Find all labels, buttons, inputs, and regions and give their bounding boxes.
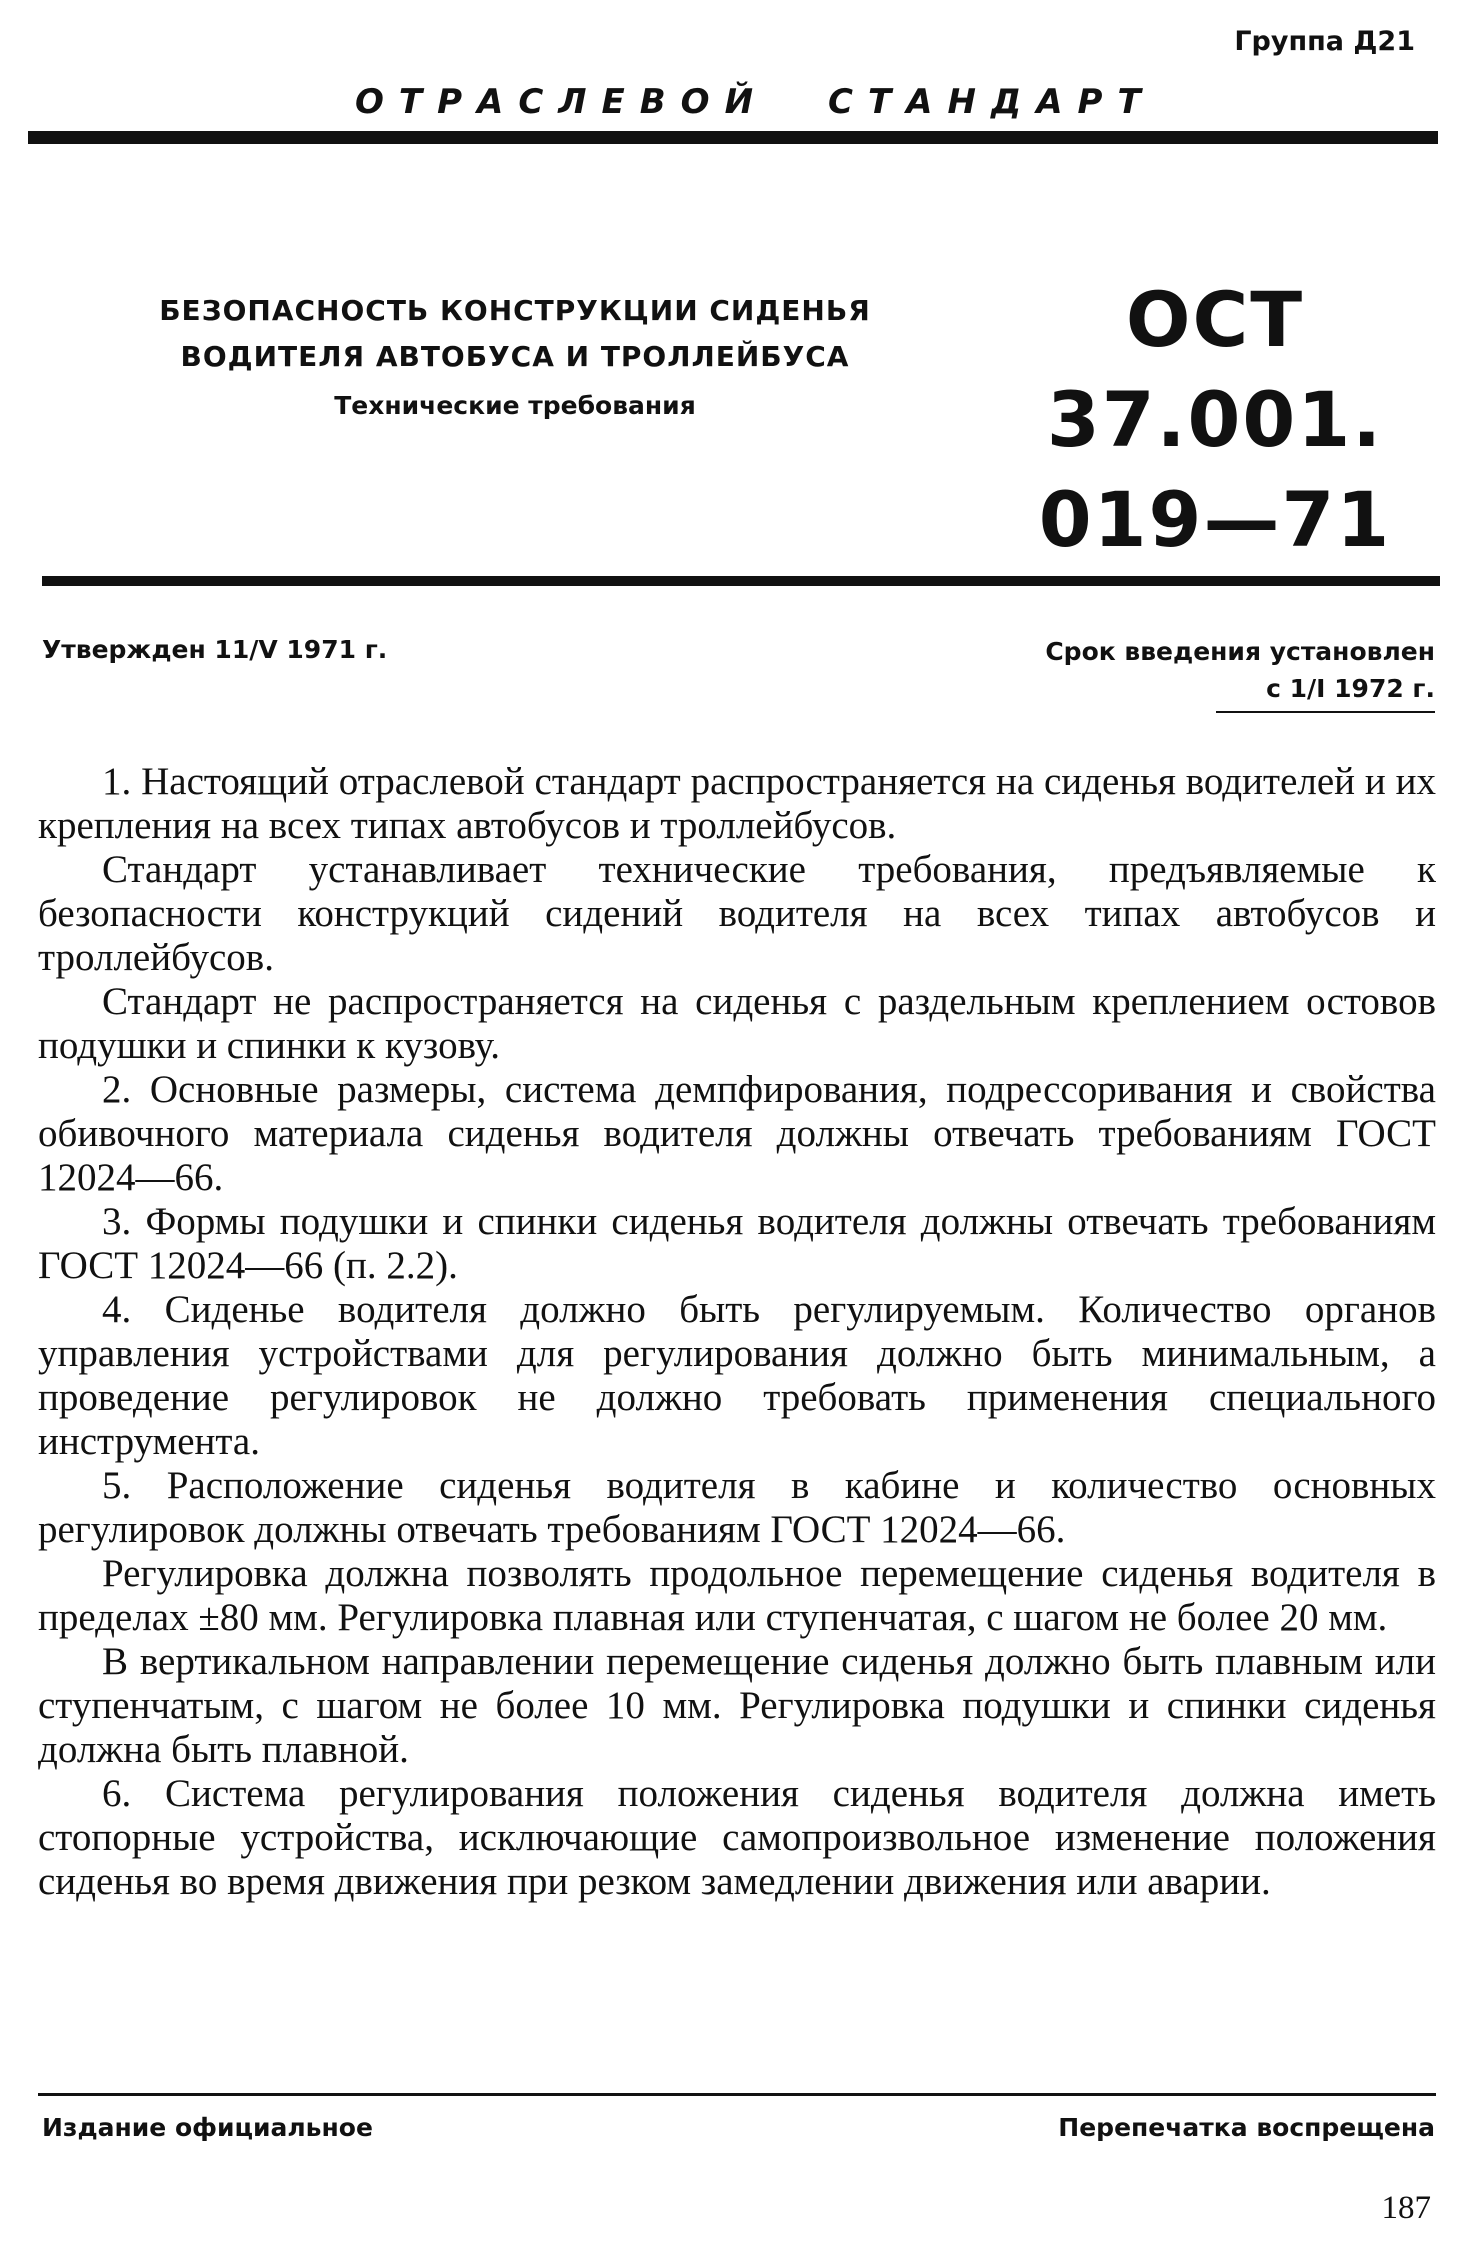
page-number: 187 [1381,2190,1431,2226]
standard-type-right: СТАНДАРТ [828,82,1156,122]
paragraph: 1. Настоящий отраслевой стандарт распространяется на сиденья водителей и их крепления на всех типах автобусов и троллейбусов. [38,760,1436,847]
title-line-2: ВОДИТЕЛЯ АВТОБУСА И ТРОЛЛЕЙБУСА [180,340,850,373]
standard-type-heading [355,82,1156,122]
effective-date-line-1: Срок введения установлен [1045,637,1435,666]
paragraph: 5. Расположение сиденья водителя в кабине и количество основных регулировок должны отвечать требованиям ГОСТ 12024—66. [38,1464,1436,1551]
title-line-1: БЕЗОПАСНОСТЬ КОНСТРУКЦИИ СИДЕНЬЯ [159,294,871,327]
reprint-notice: Перепечатка воспрещена [1058,2113,1435,2142]
effective-date-line-2: с 1/I 1972 г. [1216,670,1435,713]
paragraph: Стандарт не распространяется на сиденья с раздельным креплением остовов подушки и спинки к кузову. [38,980,1436,1067]
paragraph: Регулировка должна позволять продольное перемещение сиденья водителя в пределах ±80 мм. Регулировка плавная или ступенчатая, с шагом не более 20 мм. [38,1552,1436,1639]
middle-rule [42,576,1440,586]
bottom-rule [38,2093,1436,2096]
approved-date: Утвержден 11/V 1971 г. [42,635,388,664]
standard-code [1005,270,1425,570]
paragraph: В вертикальном направлении перемещение сиденья должно быть плавным или ступенчатым, с шагом не более 10 мм. Регулировка подушки и спинки сиденья должна быть плавной. [38,1640,1436,1771]
top-rule [28,131,1438,144]
paragraph: 6. Система регулирования положения сиденья водителя должна иметь стопорные устройства, исключающие самопроизвольное изменение положения сиденья во время движения при резком замедлении движения или аварии. [38,1772,1436,1903]
title-subtitle: Технические требования [334,391,696,420]
paragraph: 3. Формы подушки и спинки сиденья водителя должны отвечать требованиям ГОСТ 12024—66 (п. 2.2). [38,1200,1436,1287]
body-text [38,760,1436,1904]
paragraph: Стандарт устанавливает технические требования, предъявляемые к безопасности конструкций сидений водителя на всех типах автобусов и троллейбусов. [38,848,1436,979]
paragraph: 4. Сиденье водителя должно быть регулируемым. Количество органов управления устройствами для регулирования должно быть минимальным, а проведение регулировок не должно требовать применения специального инструмента. [38,1288,1436,1463]
edition-label: Издание официальное [42,2113,373,2142]
group-label: Группа Д21 [1234,26,1415,57]
standard-code-line-2: 019—71 [1038,475,1392,564]
paragraph: 2. Основные размеры, система демпфирования, подрессоривания и свойства обивочного материала сиденья водителя должны отвечать требованиям ГОСТ 12024—66. [38,1068,1436,1199]
standard-type-left: ОТРАСЛЕВОЙ [355,82,769,122]
title-block [130,288,900,432]
effective-date [1045,633,1435,713]
standard-code-line-1: ОСТ 37.001. [1046,275,1384,464]
